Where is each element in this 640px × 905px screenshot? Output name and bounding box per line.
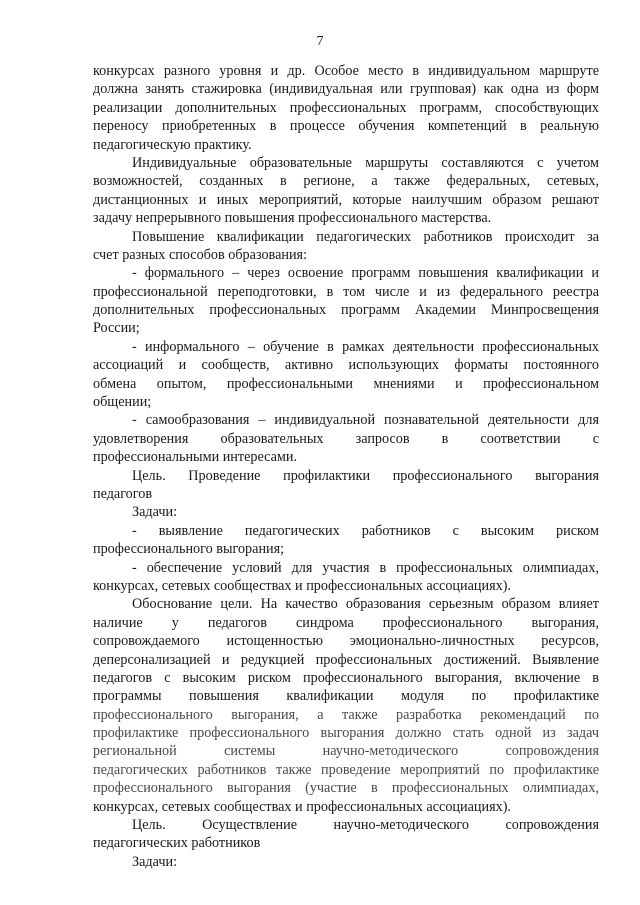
text-line: ассоциаций и сообществ, активно использующих форматы постоянного xyxy=(93,357,599,374)
text-line: Цель. Проведение профилактики профессионального выгорания xyxy=(132,467,599,484)
text-line: - обеспечение условий для участия в профессиональных олимпиадах, xyxy=(132,559,599,576)
text-line: профессионального выгорания (участие в профессиональных олимпиадах, xyxy=(93,780,599,797)
text-line: счет разных способов образования: xyxy=(93,246,308,263)
text-line: педагогических работников xyxy=(93,835,261,852)
text-line: дистанционных и иных мероприятий, которые наилучшим образом решают xyxy=(93,191,599,208)
text-line: - информального – обучение в рамках деятельности профессиональных xyxy=(132,338,599,355)
text-line: общении; xyxy=(93,394,152,411)
text-line: Задачи: xyxy=(132,853,178,870)
text-line: конкурсах разного уровня и др. Особое место в индивидуальном маршруте xyxy=(93,63,599,79)
text-line: сопровождаемого истощенностью эмоционально-личностных ресурсов, xyxy=(93,633,599,650)
text-line: региональной системы научно-методического сопровождения xyxy=(93,743,599,760)
text-line: - формального – через освоение программ повышения квалификации и xyxy=(132,265,599,282)
text-line: обмена опытом, профессиональными мнениями и профессиональном xyxy=(93,375,599,392)
text-line: наличие у педагогов синдрома профессионального выгорания, xyxy=(93,614,599,631)
text-line: профессионального выгорания; xyxy=(93,541,285,558)
text-line: переносу приобретенных в процессе обучения компетенций в реальную xyxy=(93,118,599,135)
text-line: конкурсах, сетевых сообществах и профессиональных ассоциациях). xyxy=(93,577,511,594)
text-line: Цель. Осуществление научно-методического сопровождения xyxy=(132,817,599,834)
text-line: программы повышения квалификации модуля по профилактике xyxy=(93,688,599,705)
text-line: профессиональными интересами. xyxy=(93,449,298,466)
text-line: деперсонализацией и редукцией профессиональных достижений. Выявление xyxy=(93,651,599,668)
text-line: России; xyxy=(93,320,140,337)
text-line: профилактике профессионального выгорания должно стать одной из задач xyxy=(93,725,599,742)
text-line: педагогическую практику. xyxy=(93,136,252,153)
text-line: профессионального выгорания, а также разработка рекомендаций по xyxy=(93,706,599,723)
text-line: должна занять стажировка (индивидуальная или групповая) как одна из форм xyxy=(93,81,599,98)
text-line: возможностей, созданных в регионе, а также федеральных, сетевых, xyxy=(93,173,599,190)
text-line: профессиональной переподготовки, в том числе и из федерального реестра xyxy=(93,283,599,300)
text-line: - выявление педагогических работников с высоким риском xyxy=(132,522,599,539)
text-line: задачу непрерывного повышения профессионального мастерства. xyxy=(93,210,492,227)
page-number: 7 xyxy=(316,34,324,49)
text-line: педагогических работников также проведение мероприятий по профилактике xyxy=(93,761,599,778)
text-line: дополнительных профессиональных программ Академии Минпросвещения xyxy=(93,302,599,319)
text-line: удовлетворения образовательных запросов в соответствии с xyxy=(93,430,599,447)
text-line: педагогов с высоким риском профессионального выгорания, включение в xyxy=(93,669,599,686)
text-line: Повышение квалификации педагогических работников происходит за xyxy=(132,228,599,245)
text-line: Индивидуальные образовательные маршруты составляются с учетом xyxy=(132,154,599,171)
text-line: - самообразования – индивидуальной познавательной деятельности для xyxy=(132,412,599,429)
body-text xyxy=(93,62,599,871)
text-line: педагогов xyxy=(93,485,153,502)
text-line: Задачи: xyxy=(132,504,178,521)
text-line: реализации дополнительных профессиональных программ, способствующих xyxy=(93,99,599,116)
text-line: конкурсах, сетевых сообществах и профессиональных ассоциациях). xyxy=(93,798,511,815)
text-line: Обоснование цели. На качество образования серьезным образом влияет xyxy=(132,596,599,613)
